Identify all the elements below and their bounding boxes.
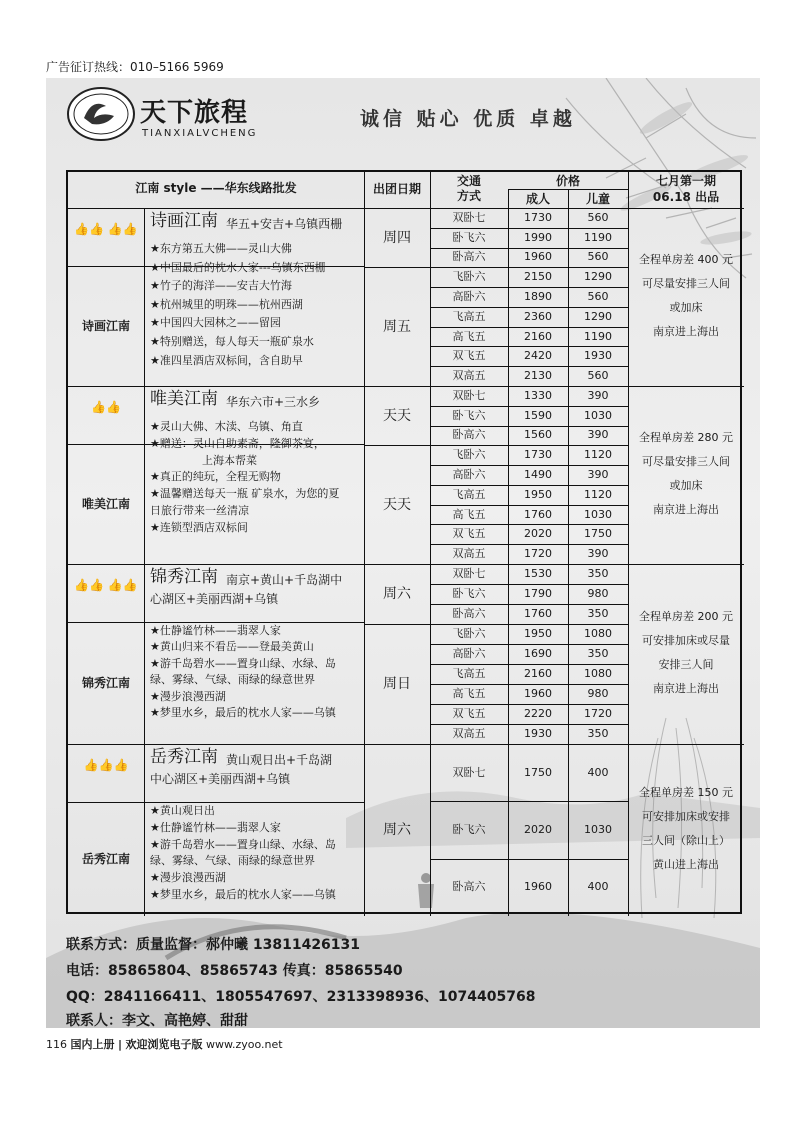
- transport-mode: 卧飞六: [452, 408, 486, 422]
- date-divider: [364, 624, 430, 625]
- child-price: 1080: [584, 627, 612, 640]
- route-subtitle-2: 心湖区+美丽西湖+乌镇: [150, 592, 279, 606]
- col-line: [568, 189, 569, 916]
- adult-price: 1730: [524, 210, 552, 224]
- feature-item: ★特别赠送，每人每天一瓶矿泉水: [150, 335, 314, 348]
- header-adult: 成人: [525, 192, 551, 206]
- child-price: 350: [587, 607, 609, 620]
- row-divider: [430, 445, 628, 446]
- feature-item: ★仕静谧竹林——翡翠人家: [150, 624, 281, 637]
- child-price: 390: [587, 468, 609, 481]
- contact-persons: 联系人：李文、高艳婷、甜甜: [66, 1013, 248, 1028]
- adult-price: 1750: [524, 765, 552, 779]
- row-divider: [430, 366, 628, 367]
- child-price: 560: [587, 210, 609, 224]
- adult-price: 2160: [524, 329, 552, 343]
- page-number: 116: [46, 1038, 67, 1051]
- row-divider: [430, 346, 628, 347]
- group-divider: [68, 744, 744, 745]
- footer-url[interactable]: www.zyoo.net: [206, 1038, 283, 1051]
- feature-item: ★黄山观日出: [150, 804, 215, 817]
- adult-price: 2020: [524, 823, 552, 836]
- group-left-divider: [68, 802, 364, 803]
- child-price: 1030: [584, 408, 612, 422]
- header-price: 价格: [555, 174, 581, 188]
- feature-item: ★仕静谧竹林——翡翠人家: [150, 820, 281, 834]
- row-divider: [430, 287, 628, 288]
- feature-item: ★灵山大佛、木渎、乌镇、角直: [150, 420, 303, 433]
- brand-slogan: 诚信 贴心 优质 卓越: [360, 108, 576, 130]
- departure-day: 周六: [383, 586, 411, 602]
- transport-mode: 飞高五: [452, 487, 486, 501]
- feature-item: ★赠送：灵山自助素斋，隆御茶宴，: [150, 436, 325, 450]
- transport-mode: 卧飞六: [452, 587, 486, 600]
- adult-price: 1960: [524, 687, 552, 700]
- feature-item: ★游千岛碧水——置身山绿、水绿、岛: [150, 837, 336, 851]
- child-price: 1930: [584, 349, 612, 363]
- transport-mode: 飞高五: [452, 309, 486, 323]
- feature-item: ★竹子的海洋——安吉大竹海: [150, 279, 292, 293]
- route-subtitle: 南京+黄山+千岛湖中: [226, 573, 343, 587]
- transport-mode: 卧高六: [452, 607, 486, 620]
- group-name: 诗画江南: [81, 319, 131, 333]
- departure-day: 天天: [383, 496, 411, 513]
- header-transport: 交通: [456, 174, 482, 188]
- row-divider: [430, 228, 628, 229]
- transport-mode: 双卧七: [452, 210, 486, 224]
- row-divider: [430, 624, 628, 625]
- row-divider: [430, 604, 628, 605]
- route-subtitle: 华东六市+三水乡: [226, 395, 321, 409]
- transport-mode: 高飞五: [452, 687, 486, 700]
- transport-mode: 飞高五: [452, 667, 486, 680]
- brand-pinyin: TIANXIALVCHENG: [142, 128, 258, 139]
- row-divider: [430, 248, 628, 249]
- transport-mode: 双卧七: [452, 388, 486, 402]
- row-divider: [430, 644, 628, 645]
- child-price: 1120: [584, 487, 612, 501]
- row-divider: [430, 485, 628, 486]
- ad-frame: [46, 78, 760, 1028]
- row-divider: [430, 465, 628, 466]
- transport-mode: 高卧六: [452, 468, 486, 481]
- group-name: 唯美江南: [81, 497, 131, 511]
- col-line: [628, 172, 629, 916]
- row-divider: [430, 505, 628, 506]
- feature-item: ★梦里水乡，最后的枕水人家——乌镇: [150, 706, 336, 719]
- row-divider: [430, 327, 628, 328]
- transport-mode: 卧高六: [452, 428, 486, 442]
- date-divider: [364, 445, 430, 446]
- header-issue: 七月第一期: [655, 174, 717, 188]
- adult-price: 1490: [524, 468, 552, 481]
- contact-qq: QQ：2841166411、1805547697、2313398936、1074405768: [66, 989, 536, 1005]
- feature-item: 绿、雾绿、气绿、雨绿的绿意世界: [150, 854, 315, 868]
- feature-item: ★杭州城里的明珠——杭州西湖: [150, 297, 303, 311]
- group-name: 岳秀江南: [81, 852, 131, 866]
- room-note: 南京进上海出: [653, 325, 719, 338]
- route-title: 唯美江南: [150, 389, 218, 409]
- col-line: [430, 172, 431, 916]
- adult-price: 2020: [524, 527, 552, 541]
- transport-mode: 飞卧六: [452, 448, 486, 462]
- adult-price: 2420: [524, 349, 552, 363]
- adult-price: 2220: [524, 707, 552, 720]
- adult-price: 1960: [524, 880, 552, 894]
- room-note: 全程单房差 400 元: [639, 253, 733, 266]
- room-note: 安排三人间: [658, 658, 714, 671]
- adult-price: 1690: [524, 647, 552, 660]
- route-title: 岳秀江南: [150, 747, 218, 767]
- footer-section: 国内上册: [70, 1038, 115, 1051]
- transport-mode: 卧高六: [452, 250, 486, 264]
- adult-price: 1330: [524, 388, 552, 402]
- adult-price: 1950: [524, 487, 552, 501]
- row-divider: [430, 664, 628, 665]
- child-price: 560: [587, 250, 609, 264]
- transport-mode: 双飞五: [452, 527, 486, 541]
- footer-separator: |: [118, 1038, 123, 1051]
- adult-price: 2150: [524, 270, 552, 284]
- row-divider: [430, 724, 628, 725]
- child-price: 1750: [584, 527, 612, 541]
- transport-mode: 双飞五: [452, 349, 486, 363]
- adult-price: 1560: [524, 428, 552, 442]
- feature-item: ★连锁型酒店双标间: [150, 520, 248, 534]
- feature-item: ★梦里水乡，最后的枕水人家——乌镇: [150, 888, 336, 901]
- adult-price: 1760: [524, 607, 552, 620]
- feature-item: ★真正的纯玩，全程无购物: [150, 470, 281, 484]
- adult-price: 1890: [524, 290, 552, 303]
- child-price: 390: [587, 388, 609, 402]
- adult-price: 1530: [524, 567, 552, 580]
- transport-mode: 飞卧六: [452, 270, 486, 284]
- row-divider: [430, 524, 628, 525]
- departure-day: 周日: [383, 676, 411, 692]
- feature-item: 绿、雾绿、气绿、雨绿的绿意世界: [150, 673, 315, 687]
- header-transport-2: 方式: [456, 189, 482, 203]
- child-price: 1190: [584, 230, 612, 244]
- child-price: 1030: [584, 507, 612, 521]
- room-note: 全程单房差 150 元: [639, 786, 733, 799]
- child-price: 350: [587, 567, 609, 580]
- feature-item: ★漫步浪漫西湖: [150, 871, 226, 885]
- transport-mode: 飞卧六: [452, 627, 486, 640]
- feature-item: ★中国四大园林之——留园: [150, 316, 281, 330]
- header-child: 儿童: [585, 192, 611, 206]
- child-price: 1290: [584, 270, 612, 284]
- feature-item: ★黄山归来不看岳——登最美黄山: [150, 640, 314, 654]
- rating-thumbs-icon: 👍👍 👍👍: [74, 222, 138, 236]
- departure-day: 周四: [383, 229, 411, 246]
- row-divider: [430, 426, 628, 427]
- room-note: 黄山进上海出: [653, 858, 719, 871]
- route-title: 锦秀江南: [150, 567, 218, 587]
- rating-thumbs-icon: 👍👍: [91, 400, 121, 414]
- row-divider: [430, 406, 628, 407]
- child-price: 350: [587, 727, 609, 740]
- room-note: 可安排加床或安排: [642, 810, 730, 823]
- child-price: 390: [587, 547, 609, 561]
- transport-mode: 高卧六: [452, 290, 486, 303]
- feature-item: ★东方第五大佛——灵山大佛: [150, 242, 292, 255]
- route-title: 诗画江南: [150, 211, 218, 231]
- ad-hotline: 广告征订热线：010–5166 5969: [46, 60, 224, 74]
- child-price: 980: [587, 587, 609, 600]
- route-subtitle-2: 中心湖区+美丽西湖+乌镇: [150, 772, 291, 786]
- footer-welcome: 欢迎浏览电子版: [125, 1038, 203, 1051]
- route-subtitle: 黄山观日出+千岛湖: [226, 753, 333, 767]
- row-divider: [430, 544, 628, 545]
- child-price: 560: [587, 290, 609, 303]
- room-note: 全程单房差 200 元: [639, 610, 733, 623]
- adult-price: 1930: [524, 727, 552, 740]
- adult-price: 1990: [524, 230, 552, 244]
- col-line: [508, 189, 509, 916]
- adult-price: 2360: [524, 309, 552, 323]
- transport-mode: 卧高六: [452, 880, 486, 894]
- row-divider: [430, 307, 628, 308]
- adult-price: 1760: [524, 507, 552, 521]
- route-subtitle: 华五+安吉+乌镇西栅: [226, 217, 343, 231]
- child-price: 400: [587, 880, 609, 894]
- room-note: 可尽量安排三人间: [642, 277, 730, 290]
- group-divider: [68, 386, 744, 387]
- contact-supervision: 联系方式：质量监督：郝仲曦 13811426131: [66, 937, 361, 953]
- feature-item: ★漫步浪漫西湖: [150, 689, 226, 703]
- transport-mode: 卧飞六: [452, 823, 486, 836]
- child-price: 1120: [584, 448, 612, 462]
- row-divider: [430, 267, 628, 268]
- group-left-divider: [68, 622, 364, 623]
- feature-item: 日旅行带来一丝清凉: [150, 504, 249, 517]
- child-price: 350: [587, 647, 609, 660]
- adult-price: 1960: [524, 250, 552, 264]
- transport-mode: 双高五: [452, 547, 486, 561]
- adult-price: 2160: [524, 667, 552, 680]
- child-price: 560: [587, 369, 609, 383]
- transport-mode: 高飞五: [452, 507, 486, 521]
- feature-item: ★游千岛碧水——置身山绿、水绿、岛: [150, 656, 336, 670]
- row-divider: [430, 859, 628, 860]
- transport-mode: 卧飞六: [452, 230, 486, 244]
- room-note: 或加床: [669, 301, 703, 314]
- departure-day: 天天: [383, 407, 411, 424]
- header-issue-date: 06.18 出品: [652, 190, 720, 204]
- table-title: 江南 style ——华东线路批发: [135, 181, 297, 195]
- feature-item: ★准四星酒店双标间，含自助早: [150, 353, 303, 367]
- child-price: 1290: [584, 309, 612, 323]
- room-note: 三人间（除山上）: [642, 834, 730, 847]
- group-divider: [68, 564, 744, 565]
- transport-mode: 双高五: [452, 727, 486, 740]
- row-divider: [430, 801, 628, 802]
- adult-price: 1720: [524, 547, 552, 561]
- child-price: 1080: [584, 667, 612, 680]
- col-line: [364, 172, 365, 916]
- price-table: [66, 170, 742, 914]
- transport-mode: 双卧七: [452, 765, 486, 779]
- feature-item: ★中国最后的枕水人家---乌镇东西栅: [150, 260, 326, 274]
- contact-phone-fax: 电话：85865804、85865743 传真：85865540: [66, 963, 403, 979]
- header-divider: [68, 208, 744, 209]
- adult-price: 1730: [524, 448, 552, 462]
- adult-price: 1790: [524, 587, 552, 600]
- feature-item: 上海本帮菜: [202, 453, 257, 467]
- feature-item: ★温馨赠送每天一瓶 矿泉水，为您的夏: [150, 487, 340, 501]
- transport-mode: 双高五: [452, 369, 486, 383]
- adult-price: 1590: [524, 408, 552, 422]
- room-note: 可尽量安排三人间: [642, 455, 730, 468]
- transport-mode: 高飞五: [452, 329, 486, 343]
- child-price: 1030: [584, 823, 612, 836]
- room-note: 南京进上海出: [653, 503, 719, 516]
- child-price: 390: [587, 428, 609, 442]
- departure-day: 周五: [383, 318, 411, 335]
- transport-mode: 高卧六: [452, 647, 486, 660]
- room-note: 南京进上海出: [653, 682, 719, 695]
- child-price: 400: [587, 765, 609, 779]
- row-divider: [430, 704, 628, 705]
- group-name: 锦秀江南: [81, 676, 131, 690]
- room-note: 全程单房差 280 元: [639, 431, 733, 444]
- transport-mode: 双卧七: [452, 567, 486, 580]
- header-date: 出团日期: [372, 182, 422, 196]
- col-line: [144, 208, 145, 916]
- brand-name: 天下旅程: [140, 98, 249, 128]
- rating-thumbs-icon: 👍👍 👍👍: [74, 578, 138, 592]
- child-price: 1720: [584, 707, 612, 720]
- child-price: 1190: [584, 329, 612, 343]
- child-price: 980: [587, 687, 609, 700]
- date-divider: [364, 267, 430, 268]
- rating-thumbs-icon: 👍👍👍: [83, 758, 129, 772]
- row-divider: [430, 684, 628, 685]
- adult-price: 2130: [524, 369, 552, 383]
- page-footer: [46, 1036, 283, 1052]
- adult-price: 1950: [524, 627, 552, 640]
- departure-day: 周六: [383, 822, 411, 838]
- row-divider: [430, 584, 628, 585]
- brand-logo: [66, 86, 136, 142]
- transport-mode: 双飞五: [452, 707, 486, 720]
- room-note: 或加床: [669, 479, 703, 492]
- room-note: 可安排加床或尽量: [642, 634, 730, 647]
